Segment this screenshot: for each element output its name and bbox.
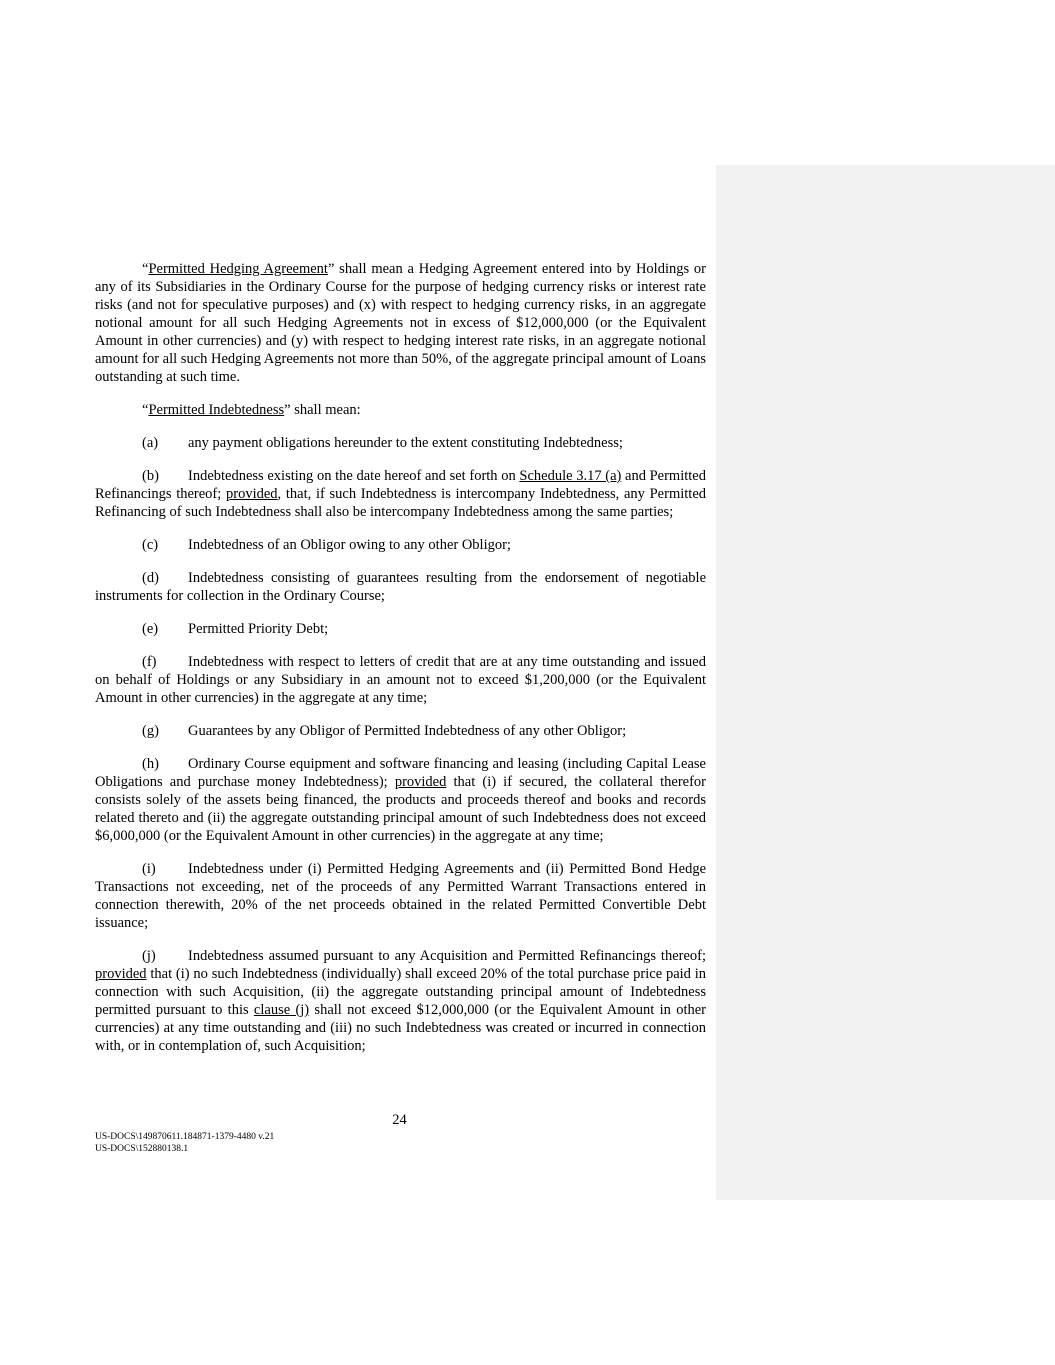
definition-permitted-indebtedness	[95, 401, 706, 419]
definition-permitted-hedging-agreement	[95, 260, 706, 386]
clause-label: (c)	[142, 537, 159, 553]
clause-label: (j)	[142, 948, 156, 964]
provided-term: provided	[394, 774, 447, 790]
clause-label: (f)	[142, 654, 157, 670]
clause-a	[95, 434, 706, 452]
clause-text: Indebtedness of an Obligor owing to any other Obligor;	[188, 537, 511, 553]
definition-text: ” shall mean:	[284, 402, 361, 418]
open-quote: “	[142, 402, 149, 418]
clause-text: Indebtedness existing on the date hereof and set forth on	[188, 468, 520, 484]
clause-text: Indebtedness assumed pursuant to any Acquisition and Permitted Refinancings thereof;	[188, 948, 706, 964]
provided-term: provided	[95, 966, 147, 982]
clause-reference-letter: (j)	[295, 1002, 310, 1018]
clause-e	[95, 620, 706, 638]
clause-h	[95, 755, 706, 845]
clause-d	[95, 569, 706, 605]
clause-text: any payment obligations hereunder to the extent constituting Indebtedness;	[188, 435, 623, 451]
clause-text: and Permitted Refinancings thereof;	[95, 468, 706, 502]
schedule-reference: Schedule 3.17 (a)	[519, 468, 622, 484]
clause-label: (e)	[142, 621, 159, 637]
clause-text: Indebtedness under (i) Permitted Hedging Agreements and (ii) Permitted Bond Hedge Transactions not exceeding, net of the proceeds of any Permitted Warrant Transactions entered in connection therewith, 20% of the net proceeds obtained in the related Permitted Convertible Debt issuance;	[95, 861, 706, 931]
defined-term: Permitted Hedging Agreement	[148, 261, 328, 277]
page-number: 24	[392, 1112, 407, 1128]
clause-i	[95, 860, 706, 932]
open-quote: “	[142, 261, 149, 277]
clause-label: (b)	[142, 468, 159, 484]
clause-label: (g)	[142, 723, 159, 739]
clause-b	[95, 467, 706, 521]
clause-label: (d)	[142, 570, 159, 586]
clause-c	[95, 536, 706, 554]
definition-text: ” shall mean a Hedging Agreement entered into by Holdings or any of its Subsidiaries in the Ordinary Course for the purpose of hedging currency risks or interest rate risks (and not for speculative purposes) and (x) with respect to hedging currency risks, in an aggregate notional amount for all such Hedging Agreements not in excess of $12,000,000 (or the Equivalent Amount in other currencies) and (y) with respect to hedging interest rate risks, in an aggregate notional amount for all such Hedging Agreements not more than 50%, of the aggregate principal amount of Loans outstanding at such time.	[95, 261, 706, 385]
document-footer	[95, 1131, 274, 1155]
clause-text: that (i) if secured, the collateral therefor consists solely of the assets being financed, the products and proceeds thereof and books and records related thereto and (ii) the aggregate outstanding principal amount of such Indebtedness does not exceed $6,000,000 (or the Equivalent Amount in other currencies) in the aggregate at any time;	[95, 774, 706, 844]
clause-text: Indebtedness consisting of guarantees resulting from the endorsement of negotiable instruments for collection in the Ordinary Course;	[95, 570, 706, 604]
footer-doc-id: US-DOCS\152880138.1	[95, 1144, 189, 1154]
clause-g	[95, 722, 706, 740]
clause-text: Permitted Priority Debt;	[188, 621, 329, 637]
clause-reference: clause	[253, 1002, 291, 1018]
document-body	[95, 260, 706, 1070]
clause-text: , that, if such Indebtedness is intercompany Indebtedness, any Permitted Refinancing of such Indebtedness shall also be intercompany Indebtedness among the same parties;	[95, 486, 706, 520]
comment-pane	[716, 165, 1055, 1200]
clause-text: Ordinary Course equipment and software financing and leasing (including Capital Lease Obligations and purchase money Indebtedness);	[95, 756, 706, 790]
clause-label: (i)	[142, 861, 156, 877]
clause-label: (a)	[142, 435, 159, 451]
defined-term: Permitted Indebtedness	[148, 402, 285, 418]
clause-j	[95, 947, 706, 1055]
clause-f	[95, 653, 706, 707]
provided-term: provided	[226, 486, 278, 502]
clause-text: Guarantees by any Obligor of Permitted Indebtedness of any other Obligor;	[188, 723, 627, 739]
clause-text: that (i) no such Indebtedness (individually) shall exceed 20% of the total purchase price paid in connection with such Acquisition, (ii) the aggregate outstanding principal amount of Indebtedness permitted pursuant to this	[95, 966, 706, 1018]
footer-doc-id: US-DOCS\149870611.184871-1379-4480 v.21	[95, 1132, 275, 1142]
clause-text: Indebtedness with respect to letters of credit that are at any time outstanding and issued on behalf of Holdings or any Subsidiary in an amount not to exceed $1,200,000 (or the Equivalent Amount in other currencies) in the aggregate at any time;	[95, 654, 706, 706]
clause-text: shall not exceed $12,000,000 (or the Equivalent Amount in other currencies) at any time outstanding and (iii) no such Indebtedness was created or incurred in connection with, or in contemplation of, such Acquisition;	[95, 1002, 706, 1054]
clause-label: (h)	[142, 756, 159, 772]
